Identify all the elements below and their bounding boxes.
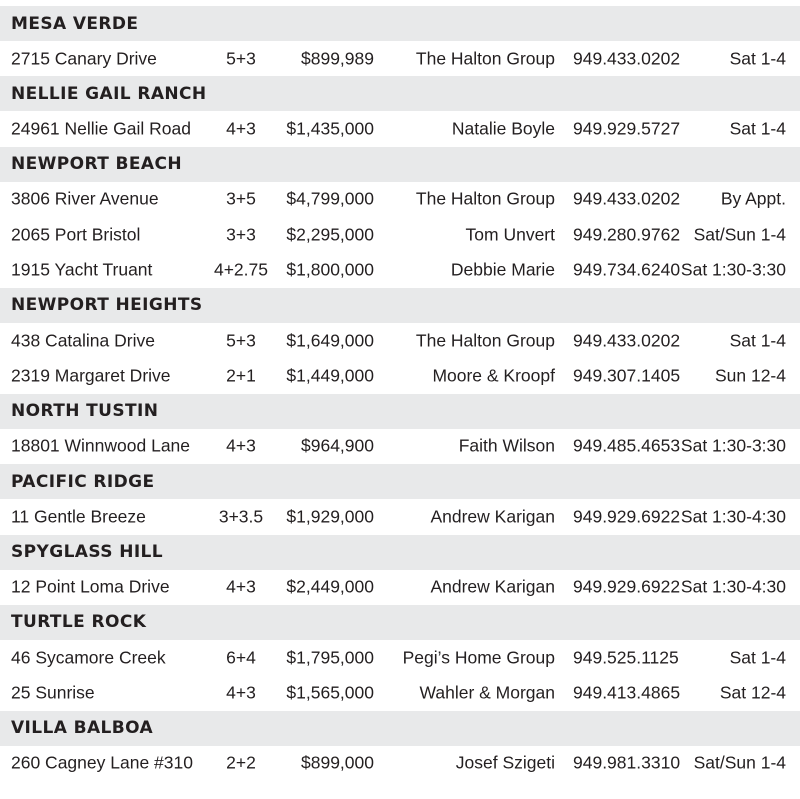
listing-address: 18801 Winnwood Lane [11, 435, 191, 456]
listing-phone: 949.929.5727 [573, 118, 681, 139]
listing-open-hours: Sat/Sun 1-4 [693, 224, 786, 245]
listing-beds-baths: 4+3 [226, 576, 256, 597]
neighborhood-header: SPYGLASS HILL [0, 535, 800, 570]
listing-phone: 949.433.0202 [573, 330, 681, 351]
listing-agent: Pegi’s Home Group [402, 647, 555, 668]
neighborhood-header: NEWPORT BEACH [0, 147, 800, 182]
listing-row [0, 323, 800, 358]
listing-phone: 949.734.6240 [573, 259, 681, 280]
listing-agent: The Halton Group [415, 330, 555, 351]
listing-address: 11 Gentle Breeze [11, 506, 146, 527]
listing-beds-baths: 3+3 [226, 224, 256, 245]
listing-price: $899,000 [301, 752, 374, 773]
listing-address: 12 Point Loma Drive [11, 576, 170, 597]
listing-address: 1915 Yacht Truant [11, 259, 153, 280]
listing-agent: Andrew Karigan [430, 506, 555, 527]
listing-price: $1,795,000 [286, 647, 374, 668]
listing-open-hours: Sat 12-4 [719, 682, 786, 703]
neighborhood-header: TURTLE ROCK [0, 605, 800, 640]
listing-address: 2715 Canary Drive [11, 48, 157, 69]
listing-beds-baths: 4+3 [226, 435, 256, 456]
listing-row [0, 499, 800, 534]
listing-beds-baths: 4+3 [226, 118, 256, 139]
listing-open-hours: Sat 1:30-4:30 [680, 576, 786, 597]
neighborhood-header: NORTH TUSTIN [0, 394, 800, 429]
listing-beds-baths: 3+5 [226, 188, 256, 209]
listing-agent: Wahler & Morgan [419, 682, 555, 703]
listing-price: $1,435,000 [286, 118, 374, 139]
listing-agent: The Halton Group [415, 48, 555, 69]
listing-agent: The Halton Group [415, 188, 555, 209]
listing-row [0, 111, 800, 146]
listing-agent: Faith Wilson [458, 435, 555, 456]
listing-phone: 949.929.6922 [573, 506, 681, 527]
listing-row [0, 746, 800, 781]
neighborhood-header: PACIFIC RIDGE [0, 464, 800, 499]
listing-price: $4,799,000 [286, 188, 374, 209]
listing-row [0, 640, 800, 675]
listing-row [0, 570, 800, 605]
listing-row [0, 182, 800, 217]
neighborhood-header: VILLA BALBOA [0, 711, 800, 746]
listing-price: $964,900 [301, 435, 374, 456]
listing-row [0, 429, 800, 464]
listing-agent: Andrew Karigan [430, 576, 555, 597]
listing-price: $1,649,000 [286, 330, 374, 351]
listing-beds-baths: 6+4 [226, 647, 256, 668]
listing-phone: 949.433.0202 [573, 48, 681, 69]
listing-open-hours: Sat 1:30-4:30 [680, 506, 786, 527]
listing-beds-baths: 5+3 [226, 330, 256, 351]
listing-open-hours: Sat 1:30-3:30 [680, 259, 786, 280]
listing-phone: 949.929.6922 [573, 576, 681, 597]
listing-agent: Moore & Kroopf [432, 365, 555, 386]
listing-open-hours: By Appt. [720, 188, 786, 209]
listing-price: $1,565,000 [286, 682, 374, 703]
listing-price: $2,295,000 [286, 224, 374, 245]
listing-open-hours: Sat 1-4 [729, 48, 786, 69]
listing-address: 260 Cagney Lane #310 [11, 752, 193, 773]
neighborhood-header: MESA VERDE [0, 6, 800, 41]
listing-address: 438 Catalina Drive [11, 330, 155, 351]
listing-agent: Tom Unvert [465, 224, 555, 245]
listing-open-hours: Sat 1-4 [729, 118, 786, 139]
listing-address: 2319 Margaret Drive [11, 365, 171, 386]
listing-beds-baths: 2+1 [226, 365, 256, 386]
listing-phone: 949.307.1405 [573, 365, 681, 386]
listing-price: $1,449,000 [286, 365, 374, 386]
listing-open-hours: Sat 1-4 [729, 330, 786, 351]
listing-agent: Natalie Boyle [451, 118, 555, 139]
listing-phone: 949.525.1125 [573, 647, 679, 668]
listing-address: 3806 River Avenue [11, 188, 159, 209]
listing-phone: 949.485.4653 [573, 435, 681, 456]
listing-phone: 949.433.0202 [573, 188, 681, 209]
listing-price: $899,989 [301, 48, 374, 69]
listing-address: 24961 Nellie Gail Road [11, 118, 191, 139]
listing-address: 25 Sunrise [11, 682, 95, 703]
listing-price: $1,800,000 [286, 259, 374, 280]
listing-beds-baths: 5+3 [226, 48, 256, 69]
listing-beds-baths: 3+3.5 [218, 506, 264, 527]
neighborhood-header: NELLIE GAIL RANCH [0, 76, 800, 111]
listing-address: 46 Sycamore Creek [11, 647, 166, 668]
listing-row [0, 675, 800, 710]
listing-open-hours: Sat 1-4 [729, 647, 786, 668]
listing-open-hours: Sat 1:30-3:30 [680, 435, 786, 456]
listing-open-hours: Sun 12-4 [714, 365, 786, 386]
listing-phone: 949.413.4865 [573, 682, 681, 703]
listing-price: $1,929,000 [286, 506, 374, 527]
listing-phone: 949.280.9762 [573, 224, 681, 245]
listing-agent: Josef Szigeti [455, 752, 555, 773]
listing-beds-baths: 2+2 [226, 752, 256, 773]
listing-agent: Debbie Marie [450, 259, 555, 280]
neighborhood-header: NEWPORT HEIGHTS [0, 288, 800, 323]
listing-phone: 949.981.3310 [573, 752, 681, 773]
listing-row [0, 41, 800, 76]
listing-beds-baths: 4+2.75 [213, 259, 268, 280]
listing-row [0, 253, 800, 288]
listing-price: $2,449,000 [286, 576, 374, 597]
listing-address: 2065 Port Bristol [11, 224, 141, 245]
listing-row [0, 358, 800, 393]
listing-row [0, 217, 800, 252]
listing-beds-baths: 4+3 [226, 682, 256, 703]
listing-open-hours: Sat/Sun 1-4 [693, 752, 786, 773]
